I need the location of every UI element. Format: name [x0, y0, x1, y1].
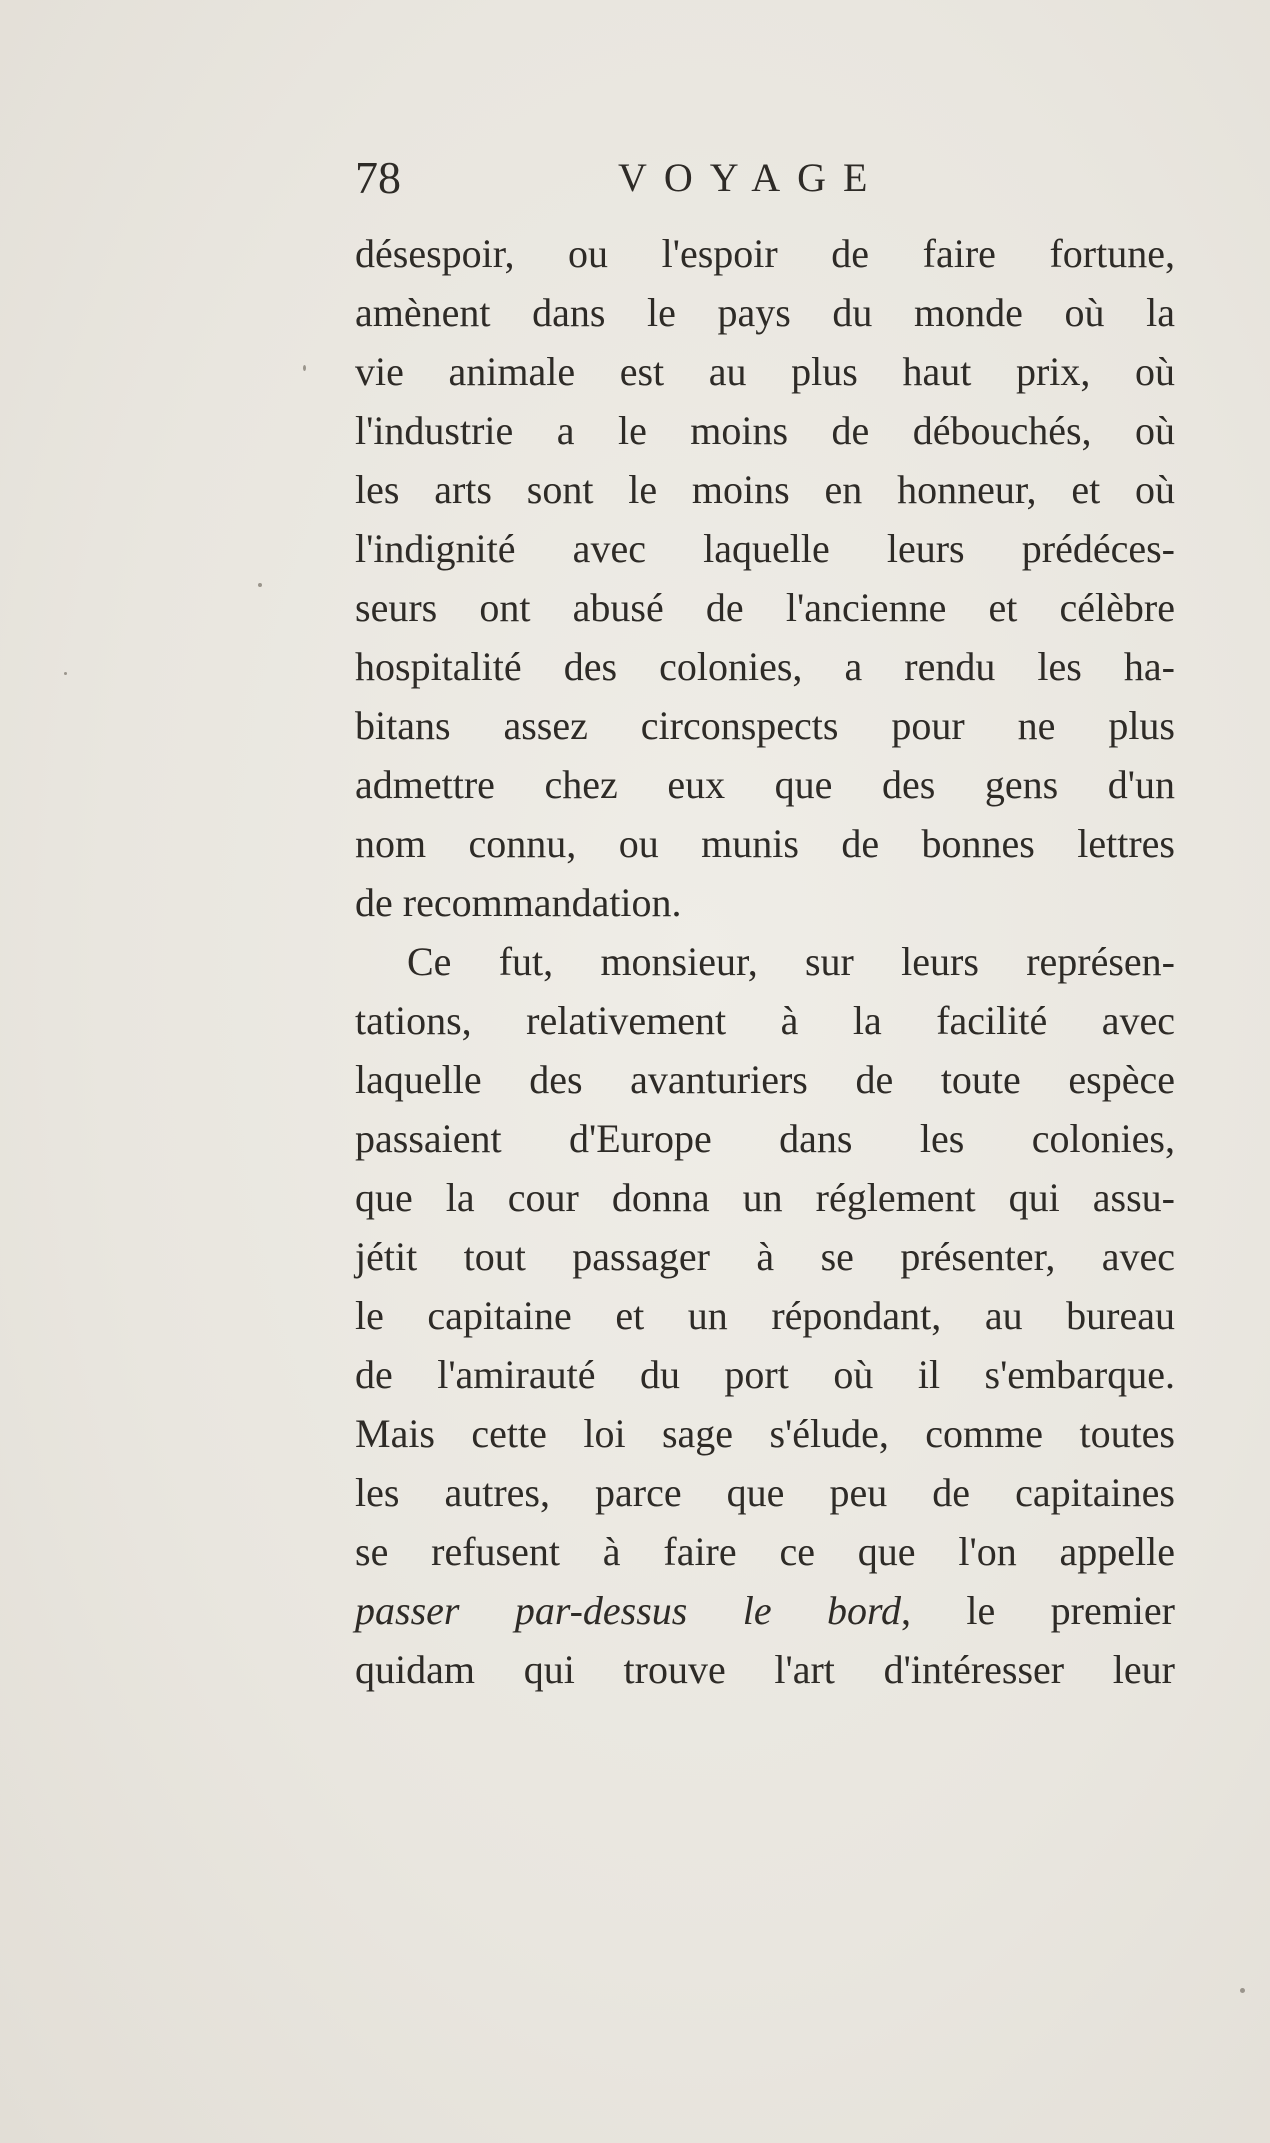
text-line: l'indignité avec laquelle leurs prédéces-	[355, 526, 1175, 571]
text-line: les arts sont le moins en honneur, et où	[355, 467, 1175, 512]
paper-speck	[64, 672, 67, 675]
text-line: le capitaine et un répondant, au bureau	[355, 1293, 1175, 1338]
italic-phrase: passer par-dessus le bord	[355, 1588, 902, 1633]
page-number: 78	[355, 152, 401, 203]
text-line: Mais cette loi sage s'élude, comme toutes	[355, 1411, 1175, 1456]
text-line: admettre chez eux que des gens d'un	[355, 762, 1175, 807]
text-line: amènent dans le pays du monde où la	[355, 290, 1175, 335]
paper-speck	[303, 365, 306, 371]
paragraph-end-line: de recommandation.	[355, 880, 682, 925]
text-line: l'industrie a le moins de débouchés, où	[355, 408, 1175, 453]
text-line: bitans assez circonspects pour ne plus	[355, 703, 1175, 748]
text-line: les autres, parce que peu de capitaines	[355, 1470, 1175, 1515]
text-line: désespoir, ou l'espoir de faire fortune,	[355, 231, 1175, 276]
running-head: VOYAGE	[618, 155, 885, 200]
text-fragment: , le premier	[901, 1588, 1175, 1633]
text-line-with-italic	[355, 1581, 1175, 1640]
paper-speck	[258, 583, 262, 587]
text-line: laquelle des avanturiers de toute espèce	[355, 1057, 1175, 1102]
text-line: hospitalité des colonies, a rendu les ha-	[355, 644, 1175, 689]
text-line: tations, relativement à la facilité avec	[355, 998, 1175, 1043]
text-line: se refusent à faire ce que l'on appelle	[355, 1529, 1175, 1574]
text-line: seurs ont abusé de l'ancienne et célèbre	[355, 585, 1175, 630]
text-line: jétit tout passager à se présenter, avec	[355, 1234, 1175, 1279]
text-line: passaient d'Europe dans les colonies,	[355, 1116, 1175, 1161]
text-line: quidam qui trouve l'art d'intéresser leur	[355, 1647, 1175, 1692]
text-line: que la cour donna un réglement qui assu-	[355, 1175, 1175, 1220]
paper-speck	[1240, 1988, 1245, 1993]
text-line: nom connu, ou munis de bonnes lettres	[355, 821, 1175, 866]
text-line: de l'amirauté du port où il s'embarque.	[355, 1352, 1175, 1397]
text-line: vie animale est au plus haut prix, où	[355, 349, 1175, 394]
body-text	[355, 224, 1175, 1699]
page-header	[355, 148, 1185, 208]
paragraph-start-line: Ce fut, monsieur, sur leurs représen-	[407, 939, 1175, 984]
